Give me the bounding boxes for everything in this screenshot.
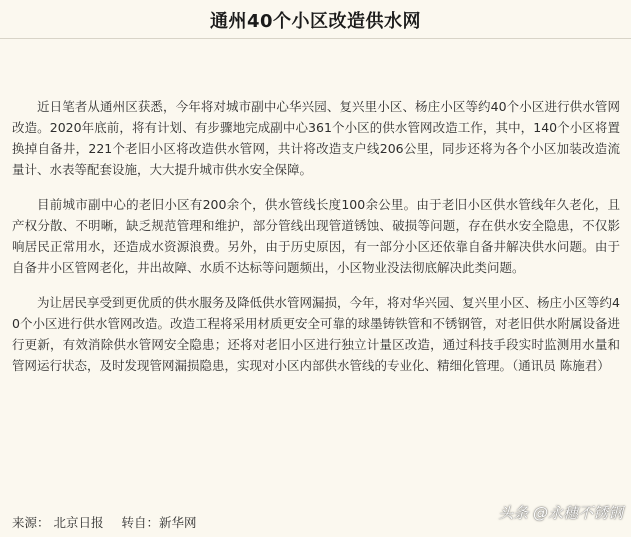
title-bar xyxy=(0,0,631,39)
repost-label: 转自：新华网 xyxy=(121,515,197,530)
article-footer xyxy=(12,513,197,531)
source-label: 来源： 北京日报 xyxy=(12,515,104,530)
watermark: 头条 @永穗不锈钢 xyxy=(498,504,623,522)
article-title: 通州40个小区改造供水网 xyxy=(209,11,422,32)
article-body xyxy=(12,96,620,390)
article-paragraph: 目前城市副中心的老旧小区有200余个，供水管线长度100余公里。由于老旧小区供水管线年久老化，且产权分散、不明晰，缺乏规范管理和维护，部分管线出现管道锈蚀、破损等问题，存在供水安全隐患，不仅影响居民正常用水，还造成水资源浪费。另外，由于历史原因，有一部分小区还依靠自备井解决供水问题。由于自备井小区管网老化，井出故障、水质不达标等问题频出，小区物业没法彻底解决此类问题。 xyxy=(12,197,620,275)
article-paragraph: 为让居民享受到更优质的供水服务及降低供水管网漏损，今年，将对华兴园、复兴里小区、杨庄小区等约40个小区进行供水管网改造。改造工程将采用材质更安全可靠的球墨铸铁管和不锈钢管，对老旧供水附属设备进行更新，有效消除供水管网安全隐患；还将对老旧小区进行独立计量区改造，通过科技手段实时监测用水量和管网运行状态，及时发现管网漏损隐患，实现对小区内部供水管线的专业化、精细化管理。（通讯员 陈施君） xyxy=(12,295,620,373)
article-paragraph: 近日笔者从通州区获悉，今年将对城市副中心华兴园、复兴里小区、杨庄小区等约40个小区进行供水管网改造。2020年底前，将有计划、有步骤地完成副中心361个小区的供水管网改造工作，其中，140个小区将置换掉自备井，221个老旧小区将改造供水管网，共计将改造支户线206公里，同步还将为各个小区加装改造流量计、水表等配套设施，大大提升城市供水安全保障。 xyxy=(12,99,620,177)
